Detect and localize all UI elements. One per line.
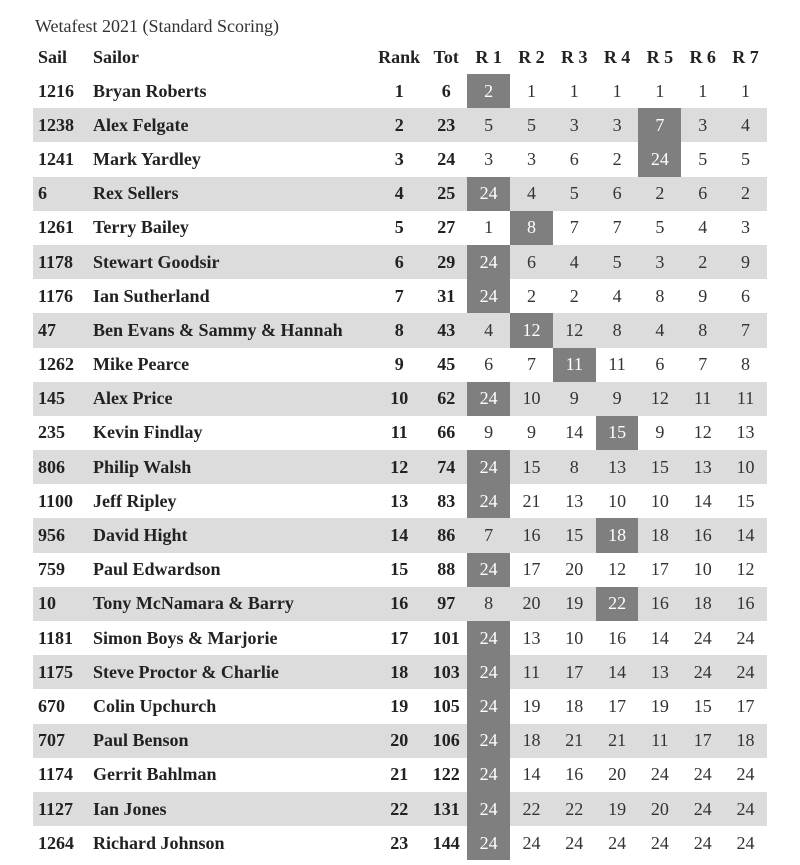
sailor-cell: Philip Walsh xyxy=(88,450,373,484)
race-cell: 13 xyxy=(596,450,639,484)
table-row xyxy=(33,689,767,723)
race-cell: 1 xyxy=(741,80,751,101)
sail-cell: 956 xyxy=(33,518,88,552)
race-cell: 5 xyxy=(510,108,553,142)
total-cell: 74 xyxy=(425,450,467,484)
race-cell: 1 xyxy=(569,80,579,101)
race-cell: 24 xyxy=(693,627,712,648)
header-row xyxy=(33,40,767,74)
race-cell: 6 xyxy=(484,354,494,375)
race-cell: 13 xyxy=(736,422,755,443)
race-cell: 21 xyxy=(596,724,639,758)
table-caption: Wetafest 2021 (Standard Scoring) xyxy=(35,16,279,36)
total-cell: 103 xyxy=(425,655,467,689)
race-cell: 2 xyxy=(526,285,536,306)
results-body xyxy=(33,74,767,860)
sail-cell: 1261 xyxy=(38,217,74,238)
race-cell: 3 xyxy=(638,245,681,279)
discarded-race-cell: 15 xyxy=(596,416,639,450)
rank-cell: 22 xyxy=(373,792,425,826)
race-cell: 11 xyxy=(724,382,767,416)
rank-cell: 19 xyxy=(390,695,409,716)
race-cell: 14 xyxy=(565,422,584,443)
sailor-cell: Paul Benson xyxy=(88,724,373,758)
sail-cell: 1238 xyxy=(33,108,88,142)
table-row xyxy=(33,724,767,758)
race-cell: 5 xyxy=(467,108,510,142)
race-cell: 9 xyxy=(596,382,639,416)
race-cell: 24 xyxy=(736,627,755,648)
total-cell: 24 xyxy=(437,148,456,169)
sailor-cell: Stewart Goodsir xyxy=(88,245,373,279)
sailor-cell: Bryan Roberts xyxy=(93,80,207,101)
rank-cell: 20 xyxy=(373,724,425,758)
total-cell: 62 xyxy=(425,382,467,416)
race-cell: 18 xyxy=(638,518,681,552)
discarded-race-cell: 24 xyxy=(467,484,510,518)
table-row xyxy=(33,313,767,347)
table-row xyxy=(33,655,767,689)
race-cell: 24 xyxy=(522,832,541,853)
race-cell: 18 xyxy=(565,695,584,716)
discarded-race-cell: 24 xyxy=(467,689,510,723)
race-cell: 7 xyxy=(612,217,622,238)
race-cell: 12 xyxy=(638,382,681,416)
race-cell: 16 xyxy=(608,627,627,648)
race-cell: 6 xyxy=(741,285,751,306)
race-cell: 10 xyxy=(608,490,627,511)
race-cell: 21 xyxy=(522,490,541,511)
table-row xyxy=(33,108,767,142)
sailor-cell: Ian Sutherland xyxy=(93,285,210,306)
discarded-race-cell: 24 xyxy=(467,621,510,655)
race-cell: 7 xyxy=(467,518,510,552)
sail-cell: 806 xyxy=(33,450,88,484)
discarded-race-cell: 8 xyxy=(510,211,553,245)
sail-cell: 1264 xyxy=(38,832,74,853)
table-row xyxy=(33,621,767,655)
race-cell: 11 xyxy=(681,382,724,416)
race-cell: 16 xyxy=(565,764,584,785)
total-cell: 101 xyxy=(432,627,460,648)
discarded-race-cell: 24 xyxy=(467,382,510,416)
header-race-6: R 6 xyxy=(689,46,716,67)
total-cell: 25 xyxy=(425,177,467,211)
sailor-cell: Richard Johnson xyxy=(93,832,225,853)
table-row xyxy=(33,211,767,245)
total-cell: 105 xyxy=(432,695,460,716)
race-cell: 17 xyxy=(736,695,755,716)
table-row xyxy=(33,553,767,587)
rank-cell: 15 xyxy=(390,559,409,580)
header-rank: Rank xyxy=(378,46,421,67)
table-row xyxy=(33,74,767,108)
race-cell: 17 xyxy=(608,695,627,716)
sail-cell: 1178 xyxy=(33,245,88,279)
race-cell: 3 xyxy=(596,108,639,142)
race-cell: 9 xyxy=(526,422,536,443)
race-cell: 24 xyxy=(565,832,584,853)
race-cell: 8 xyxy=(596,313,639,347)
race-cell: 12 xyxy=(693,422,712,443)
race-cell: 13 xyxy=(638,655,681,689)
total-cell: 66 xyxy=(437,422,456,443)
header-race-3: R 3 xyxy=(561,46,588,67)
race-cell: 6 xyxy=(655,354,665,375)
rank-cell: 14 xyxy=(373,518,425,552)
rank-cell: 16 xyxy=(373,587,425,621)
table-row xyxy=(33,348,767,382)
race-cell: 20 xyxy=(565,559,584,580)
race-cell: 24 xyxy=(693,832,712,853)
race-cell: 1 xyxy=(526,80,536,101)
header-race-4: R 4 xyxy=(603,46,631,67)
discarded-race-cell: 2 xyxy=(467,74,510,108)
sail-cell: 10 xyxy=(33,587,88,621)
race-cell: 4 xyxy=(612,285,622,306)
table-row xyxy=(33,382,767,416)
rank-cell: 23 xyxy=(390,832,409,853)
sail-cell: 1176 xyxy=(38,285,74,306)
table-row xyxy=(33,416,767,450)
race-cell: 14 xyxy=(522,764,541,785)
table-row xyxy=(33,518,767,552)
sailor-cell: Alex Price xyxy=(88,382,373,416)
race-cell: 18 xyxy=(681,587,724,621)
race-cell: 10 xyxy=(565,627,584,648)
discarded-race-cell: 24 xyxy=(467,177,510,211)
race-cell: 20 xyxy=(510,587,553,621)
race-cell: 19 xyxy=(553,587,596,621)
race-cell: 10 xyxy=(650,490,669,511)
total-cell: 43 xyxy=(425,313,467,347)
total-cell: 6 xyxy=(441,80,451,101)
race-cell: 14 xyxy=(596,655,639,689)
race-cell: 19 xyxy=(650,695,669,716)
race-cell: 24 xyxy=(650,764,669,785)
race-cell: 2 xyxy=(724,177,767,211)
header-race-2: R 2 xyxy=(518,46,545,67)
discarded-race-cell: 24 xyxy=(467,758,510,792)
race-cell: 17 xyxy=(553,655,596,689)
sailor-cell: Kevin Findlay xyxy=(93,422,203,443)
race-cell: 24 xyxy=(681,655,724,689)
table-row xyxy=(33,279,767,313)
rank-cell: 11 xyxy=(390,422,408,443)
sail-cell: 235 xyxy=(38,422,65,443)
race-cell: 14 xyxy=(693,490,712,511)
sailor-cell: David Hight xyxy=(88,518,373,552)
race-cell: 12 xyxy=(553,313,596,347)
sailor-cell: Gerrit Bahlman xyxy=(93,764,217,785)
total-cell: 106 xyxy=(425,724,467,758)
total-cell: 97 xyxy=(425,587,467,621)
header-race-1: R 1 xyxy=(475,46,502,67)
race-cell: 18 xyxy=(510,724,553,758)
race-cell: 24 xyxy=(736,832,755,853)
sailor-cell: Colin Upchurch xyxy=(93,695,217,716)
race-cell: 3 xyxy=(681,108,724,142)
race-cell: 5 xyxy=(741,148,751,169)
discarded-race-cell: 22 xyxy=(596,587,639,621)
race-cell: 10 xyxy=(724,450,767,484)
total-cell: 131 xyxy=(425,792,467,826)
race-cell: 12 xyxy=(736,559,755,580)
race-cell: 10 xyxy=(693,559,712,580)
race-cell: 8 xyxy=(741,354,751,375)
race-cell: 4 xyxy=(467,313,510,347)
sailor-cell: Mike Pearce xyxy=(93,354,190,375)
race-cell: 13 xyxy=(522,627,541,648)
total-cell: 45 xyxy=(437,354,456,375)
race-cell: 4 xyxy=(724,108,767,142)
sailor-cell: Jeff Ripley xyxy=(93,490,177,511)
results-table xyxy=(33,40,767,860)
discarded-race-cell: 24 xyxy=(467,279,510,313)
total-cell: 83 xyxy=(437,490,456,511)
rank-cell: 4 xyxy=(373,177,425,211)
header-race-5: R 5 xyxy=(646,46,674,67)
race-cell: 5 xyxy=(655,217,665,238)
race-cell: 2 xyxy=(681,245,724,279)
sail-cell: 1175 xyxy=(33,655,88,689)
rank-cell: 2 xyxy=(373,108,425,142)
sail-cell: 1127 xyxy=(33,792,88,826)
race-cell: 24 xyxy=(693,764,712,785)
sail-cell: 707 xyxy=(33,724,88,758)
sail-cell: 670 xyxy=(38,695,65,716)
race-cell: 11 xyxy=(510,655,553,689)
sail-cell: 6 xyxy=(33,177,88,211)
race-cell: 20 xyxy=(608,764,627,785)
race-cell: 11 xyxy=(638,724,681,758)
sailor-cell: Alex Felgate xyxy=(88,108,373,142)
race-cell: 5 xyxy=(553,177,596,211)
total-cell: 31 xyxy=(437,285,456,306)
race-cell: 4 xyxy=(510,177,553,211)
race-cell: 13 xyxy=(681,450,724,484)
rank-cell: 18 xyxy=(373,655,425,689)
race-cell: 2 xyxy=(638,177,681,211)
table-row xyxy=(33,792,767,826)
sail-cell: 759 xyxy=(38,559,65,580)
race-cell: 16 xyxy=(510,518,553,552)
rank-cell: 21 xyxy=(390,764,409,785)
discarded-race-cell: 7 xyxy=(638,108,681,142)
discarded-race-cell: 24 xyxy=(467,553,510,587)
race-cell: 22 xyxy=(510,792,553,826)
race-cell: 9 xyxy=(553,382,596,416)
sailor-cell: Ian Jones xyxy=(88,792,373,826)
rank-cell: 13 xyxy=(390,490,409,511)
race-cell: 12 xyxy=(608,559,627,580)
total-cell: 23 xyxy=(425,108,467,142)
race-cell: 24 xyxy=(736,764,755,785)
race-cell: 10 xyxy=(510,382,553,416)
table-row xyxy=(33,245,767,279)
total-cell: 27 xyxy=(437,217,456,238)
race-cell: 17 xyxy=(681,724,724,758)
race-cell: 13 xyxy=(565,490,584,511)
race-cell: 1 xyxy=(655,80,665,101)
race-cell: 15 xyxy=(510,450,553,484)
discarded-race-cell: 24 xyxy=(467,792,510,826)
race-cell: 8 xyxy=(655,285,665,306)
sailor-cell: Tony McNamara & Barry xyxy=(88,587,373,621)
race-cell: 5 xyxy=(596,245,639,279)
race-cell: 3 xyxy=(484,148,494,169)
race-cell: 9 xyxy=(698,285,708,306)
race-cell: 20 xyxy=(638,792,681,826)
race-cell: 4 xyxy=(698,217,708,238)
sailor-cell: Mark Yardley xyxy=(93,148,201,169)
rank-cell: 3 xyxy=(394,148,404,169)
sail-cell: 145 xyxy=(33,382,88,416)
discarded-race-cell: 24 xyxy=(467,245,510,279)
table-row xyxy=(33,826,767,860)
table-row xyxy=(33,142,767,176)
total-cell: 122 xyxy=(432,764,460,785)
total-cell: 29 xyxy=(425,245,467,279)
race-cell: 3 xyxy=(553,108,596,142)
rank-cell: 6 xyxy=(373,245,425,279)
race-cell: 7 xyxy=(724,313,767,347)
race-cell: 19 xyxy=(596,792,639,826)
race-cell: 15 xyxy=(553,518,596,552)
race-cell: 3 xyxy=(526,148,536,169)
race-cell: 9 xyxy=(484,422,494,443)
sail-cell: 1181 xyxy=(38,627,74,648)
race-cell: 18 xyxy=(724,724,767,758)
race-cell: 22 xyxy=(553,792,596,826)
sailor-cell: Paul Edwardson xyxy=(93,559,221,580)
rank-cell: 17 xyxy=(390,627,409,648)
total-cell: 88 xyxy=(437,559,456,580)
rank-cell: 12 xyxy=(373,450,425,484)
race-cell: 16 xyxy=(681,518,724,552)
sail-cell: 1216 xyxy=(38,80,74,101)
discarded-race-cell: 24 xyxy=(638,142,681,176)
race-cell: 7 xyxy=(698,354,708,375)
race-cell: 7 xyxy=(569,217,579,238)
race-cell: 15 xyxy=(638,450,681,484)
race-cell: 2 xyxy=(612,148,622,169)
race-cell: 4 xyxy=(638,313,681,347)
table-row xyxy=(33,587,767,621)
race-cell: 7 xyxy=(526,354,536,375)
sail-cell: 1262 xyxy=(38,354,74,375)
race-cell: 17 xyxy=(522,559,541,580)
discarded-race-cell: 18 xyxy=(596,518,639,552)
table-row xyxy=(33,484,767,518)
total-cell: 86 xyxy=(425,518,467,552)
race-cell: 11 xyxy=(608,354,626,375)
discarded-race-cell: 24 xyxy=(467,450,510,484)
total-cell: 144 xyxy=(432,832,460,853)
discarded-race-cell: 12 xyxy=(510,313,553,347)
rank-cell: 7 xyxy=(394,285,404,306)
race-cell: 6 xyxy=(596,177,639,211)
header-tot: Tot xyxy=(433,46,459,67)
race-cell: 15 xyxy=(736,490,755,511)
race-cell: 14 xyxy=(724,518,767,552)
race-cell: 6 xyxy=(569,148,579,169)
sail-cell: 47 xyxy=(33,313,88,347)
header-race-7: R 7 xyxy=(732,46,759,67)
race-cell: 8 xyxy=(553,450,596,484)
sail-cell: 1174 xyxy=(38,764,74,785)
race-cell: 3 xyxy=(741,217,751,238)
race-cell: 16 xyxy=(638,587,681,621)
sail-cell: 1100 xyxy=(38,490,74,511)
race-cell: 24 xyxy=(681,792,724,826)
rank-cell: 1 xyxy=(394,80,404,101)
race-cell: 6 xyxy=(681,177,724,211)
header-sailor: Sailor xyxy=(93,46,140,67)
race-cell: 2 xyxy=(569,285,579,306)
discarded-race-cell: 24 xyxy=(467,826,510,860)
race-cell: 1 xyxy=(484,217,494,238)
rank-cell: 5 xyxy=(394,217,404,238)
table-row xyxy=(33,177,767,211)
rank-cell: 9 xyxy=(394,354,404,375)
race-cell: 8 xyxy=(467,587,510,621)
race-cell: 24 xyxy=(724,655,767,689)
table-row xyxy=(33,450,767,484)
table-row xyxy=(33,758,767,792)
discarded-race-cell: 11 xyxy=(553,348,596,382)
sailor-cell: Ben Evans & Sammy & Hannah xyxy=(88,313,373,347)
race-cell: 6 xyxy=(510,245,553,279)
race-cell: 16 xyxy=(724,587,767,621)
race-cell: 8 xyxy=(681,313,724,347)
race-cell: 19 xyxy=(522,695,541,716)
race-cell: 14 xyxy=(650,627,669,648)
race-cell: 24 xyxy=(608,832,627,853)
race-cell: 4 xyxy=(553,245,596,279)
sailor-cell: Rex Sellers xyxy=(88,177,373,211)
sailor-cell: Simon Boys & Marjorie xyxy=(93,627,278,648)
race-cell: 1 xyxy=(698,80,708,101)
sailor-cell: Terry Bailey xyxy=(93,217,189,238)
rank-cell: 8 xyxy=(373,313,425,347)
race-cell: 17 xyxy=(650,559,669,580)
sailor-cell: Steve Proctor & Charlie xyxy=(88,655,373,689)
race-cell: 1 xyxy=(612,80,622,101)
race-cell: 9 xyxy=(655,422,665,443)
race-cell: 9 xyxy=(724,245,767,279)
rank-cell: 10 xyxy=(373,382,425,416)
race-cell: 15 xyxy=(693,695,712,716)
race-cell: 5 xyxy=(698,148,708,169)
discarded-race-cell: 24 xyxy=(467,724,510,758)
header-sail: Sail xyxy=(38,46,68,67)
race-cell: 24 xyxy=(650,832,669,853)
sail-cell: 1241 xyxy=(38,148,74,169)
race-cell: 24 xyxy=(724,792,767,826)
race-cell: 21 xyxy=(553,724,596,758)
discarded-race-cell: 24 xyxy=(467,655,510,689)
